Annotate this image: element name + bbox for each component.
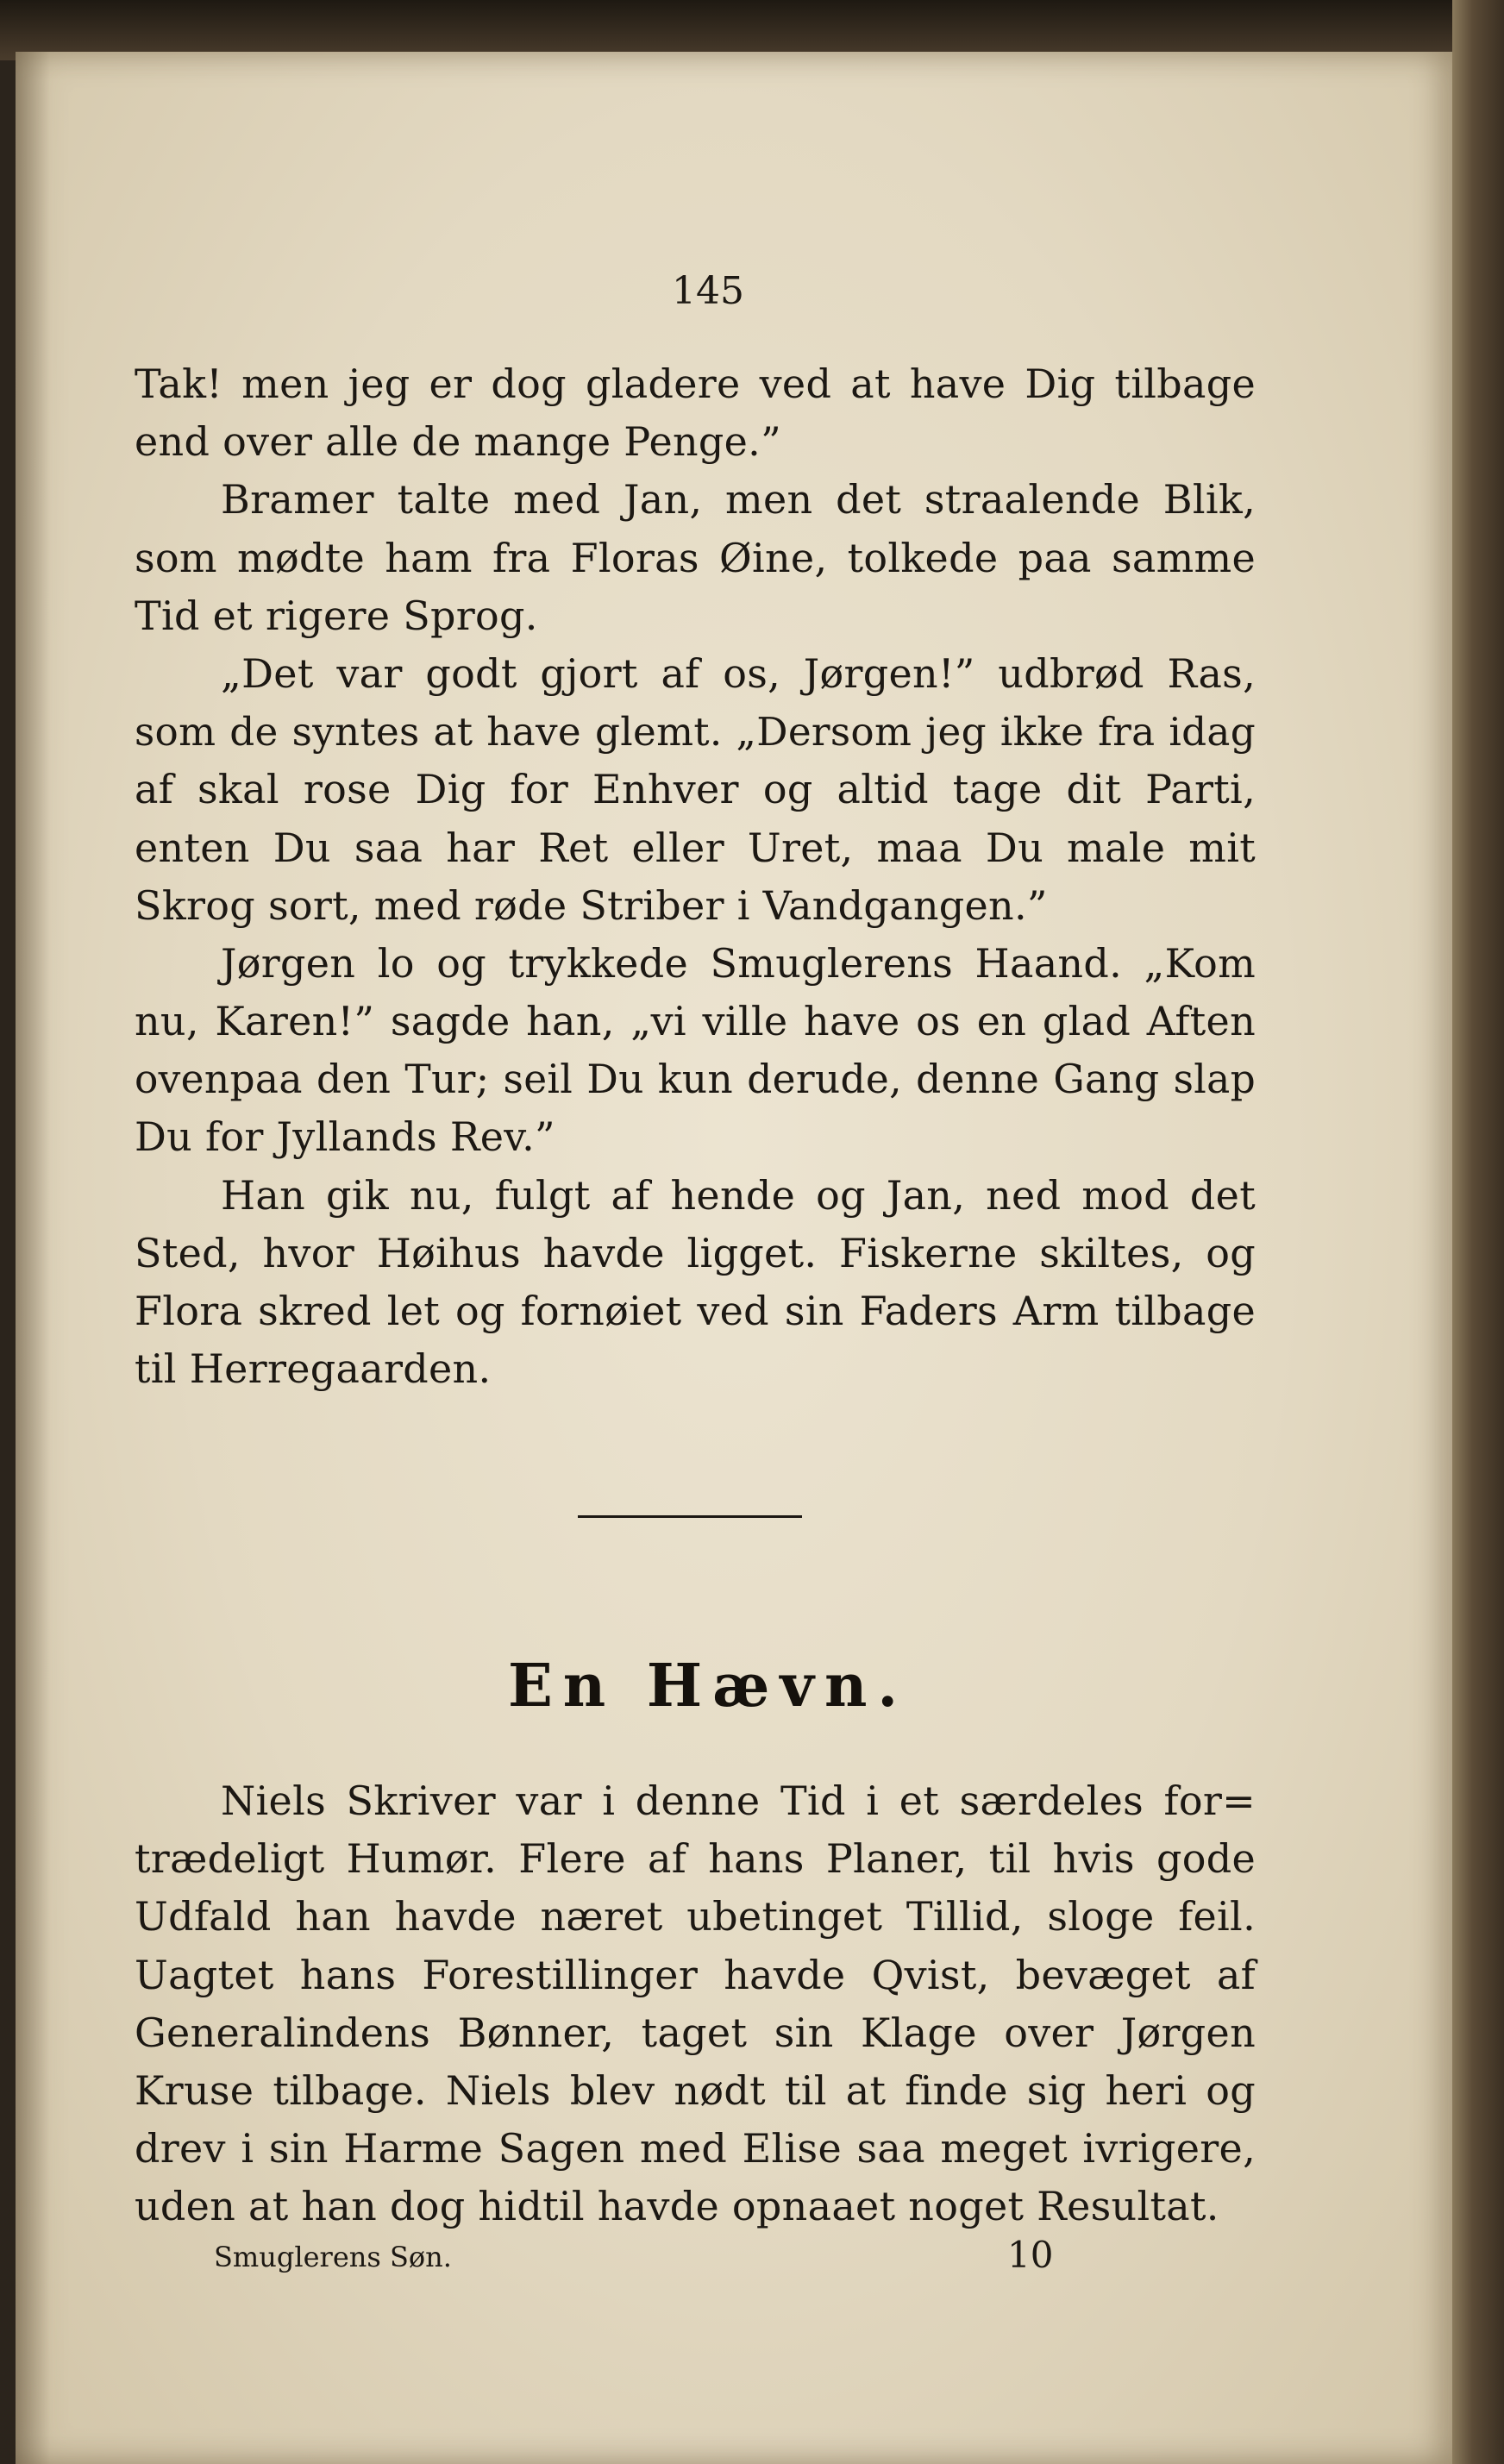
text-line: Jørgen lo og trykkede Smuglerens Haand. „Kom: [221, 939, 1256, 987]
page-footer: [214, 2234, 1076, 2285]
text-line: Han gik nu, fulgt af hende og Jan, ned mod det: [221, 1171, 1256, 1219]
text-line: uden at han dog hidtil havde opnaaet noget Resultat.: [135, 2183, 1219, 2230]
text-line: Flora skred let og fornøiet ved sin Faders Arm tilbage: [135, 1288, 1256, 1334]
text-line: enten Du saa har Ret eller Uret, maa Du male mit: [135, 824, 1256, 871]
text-line: Sted, hvor Høihus havde ligget. Fiskerne skiltes, og: [135, 1229, 1256, 1276]
section-title: En Hævn.: [507, 1652, 909, 1721]
gutter-shade: [16, 52, 50, 2464]
text-line: Tak! men jeg er dog gladere ved at have Dig tilbage: [135, 361, 1256, 407]
section-divider: [578, 1515, 802, 1518]
text-line: Skrog sort, med røde Striber i Vandgangen.”: [135, 881, 1048, 929]
sheet-number: 10: [1007, 2234, 1054, 2276]
text-line: ovenpaa den Tur; seil Du kun derude, denne Gang slap: [135, 1056, 1256, 1103]
text-line: til Herregaarden.: [135, 1345, 492, 1393]
text-block-top: [135, 355, 1256, 1398]
text-line: Tid et rigere Sprog.: [135, 592, 538, 639]
book-page: [16, 52, 1452, 2464]
text-line: Niels Skriver var i denne Tid i et særdeles for=: [221, 1777, 1256, 1824]
text-line: Du for Jyllands Rev.”: [135, 1113, 555, 1161]
text-line: af skal rose Dig for Enhver og altid tage dit Parti,: [135, 766, 1256, 813]
text-line: Kruse tilbage. Niels blev nødt til at finde sig heri og: [135, 2066, 1256, 2114]
text-line: drev i sin Harme Sagen med Elise saa meget ivrigere,: [135, 2125, 1256, 2172]
text-line: som mødte ham fra Floras Øine, tolkede paa samme: [135, 534, 1256, 581]
text-line: end over alle de mange Penge.”: [135, 418, 781, 466]
text-line: Udfald han havde næret ubetinget Tillid, sloge feil.: [135, 1893, 1256, 1940]
text-line: Uagtet hans Forestillinger havde Qvist, bevæget af: [135, 1951, 1256, 1998]
text-block-bottom: [135, 1772, 1256, 2236]
text-line: nu, Karen!” sagde han, „vi ville have os en glad Aften: [135, 998, 1256, 1045]
text-line: „Det var godt gjort af os, Jørgen!” udbrød Ras,: [221, 649, 1256, 697]
book-edge-right: [1452, 0, 1504, 2464]
page-number: 145: [672, 269, 744, 313]
text-line: Generalindens Bønner, taget sin Klage over Jørgen: [135, 2009, 1256, 2056]
signature-mark: Smuglerens Søn.: [214, 2241, 452, 2273]
text-line: trædeligt Humør. Flere af hans Planer, til hvis gode: [135, 1835, 1256, 1883]
text-line: Bramer talte med Jan, men det straalende Blik,: [221, 476, 1256, 524]
text-line: som de syntes at have glemt. „Dersom jeg ikke fra idag: [135, 709, 1256, 756]
